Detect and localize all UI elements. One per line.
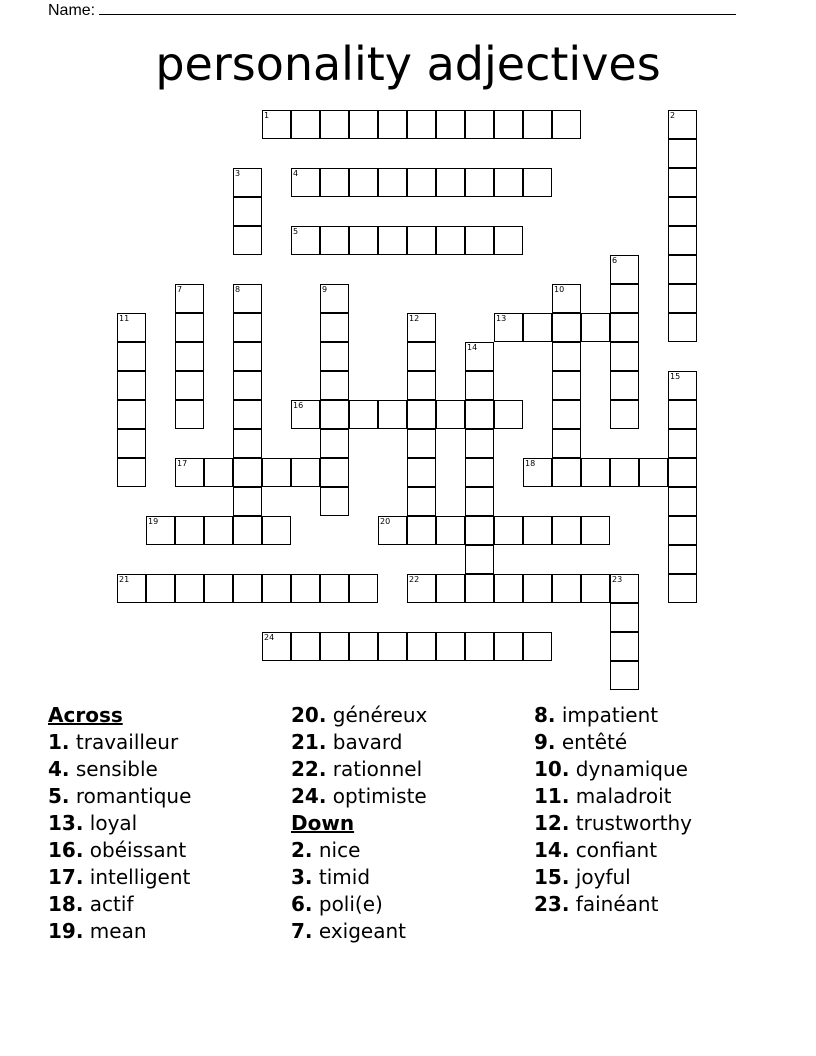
clue-item-text: romantique: [75, 784, 192, 808]
clue-item: [48, 756, 191, 783]
clue-item-number: 8.: [534, 703, 556, 727]
clue-item-number: 14.: [534, 838, 570, 862]
clue-item-number: 15.: [534, 865, 570, 889]
grid-cell[interactable]: [465, 371, 494, 400]
grid-cell[interactable]: [465, 632, 494, 661]
grid-cell[interactable]: [291, 400, 320, 429]
clue-item-number: 17.: [48, 865, 84, 889]
clue-column-2: [291, 702, 427, 945]
grid-cell[interactable]: [117, 429, 146, 458]
clue-item: [534, 837, 692, 864]
grid-cell[interactable]: [233, 574, 262, 603]
grid-cell[interactable]: [349, 632, 378, 661]
grid-cell[interactable]: [610, 603, 639, 632]
clue-number: 7: [177, 285, 183, 294]
grid-cell[interactable]: [233, 197, 262, 226]
grid-cell[interactable]: [407, 226, 436, 255]
grid-cell[interactable]: [494, 574, 523, 603]
grid-cell[interactable]: [494, 400, 523, 429]
grid-cell[interactable]: [320, 226, 349, 255]
grid-cell[interactable]: [668, 574, 697, 603]
grid-cell[interactable]: [436, 574, 465, 603]
clue-item: [291, 864, 427, 891]
clue-number: 9: [322, 285, 328, 294]
clue-item-text: travailleur: [75, 730, 179, 754]
grid-cell[interactable]: [320, 458, 349, 487]
clue-item-number: 4.: [48, 757, 70, 781]
clue-item-text: loyal: [89, 811, 138, 835]
grid-cell[interactable]: [407, 487, 436, 516]
clue-item-number: 18.: [48, 892, 84, 916]
grid-cell[interactable]: [552, 371, 581, 400]
grid-cell[interactable]: [407, 400, 436, 429]
grid-cell[interactable]: [378, 110, 407, 139]
clue-item-text: généreux: [332, 703, 428, 727]
clue-item-text: timid: [318, 865, 371, 889]
grid-cell[interactable]: [668, 458, 697, 487]
grid-cell[interactable]: [523, 110, 552, 139]
grid-cell[interactable]: [175, 284, 204, 313]
grid-cell[interactable]: [291, 168, 320, 197]
grid-cell[interactable]: [175, 516, 204, 545]
grid-cell[interactable]: [407, 429, 436, 458]
clue-item-number: 6.: [291, 892, 313, 916]
grid-cell[interactable]: [407, 313, 436, 342]
grid-cell[interactable]: [378, 400, 407, 429]
grid-cell[interactable]: [291, 632, 320, 661]
name-label: Name:: [48, 2, 96, 19]
clue-item-text: impatient: [561, 703, 659, 727]
clue-item: [534, 783, 692, 810]
grid-cell[interactable]: [233, 458, 262, 487]
grid-cell[interactable]: [233, 226, 262, 255]
grid-cell[interactable]: [639, 458, 668, 487]
clue-number: 18: [525, 459, 536, 468]
clue-item: [534, 864, 692, 891]
clue-item-number: 19.: [48, 919, 84, 943]
clue-item: [48, 810, 191, 837]
grid-cell[interactable]: [291, 110, 320, 139]
clue-item-text: mean: [89, 919, 147, 943]
clue-item-text: poli(e): [318, 892, 383, 916]
grid-cell[interactable]: [552, 342, 581, 371]
clue-item: [534, 702, 692, 729]
clue-item-number: 13.: [48, 811, 84, 835]
grid-cell[interactable]: [581, 313, 610, 342]
clue-item-number: 22.: [291, 757, 327, 781]
clue-number: 22: [409, 575, 420, 584]
grid-cell[interactable]: [233, 168, 262, 197]
grid-cell[interactable]: [465, 545, 494, 574]
grid-cell[interactable]: [436, 226, 465, 255]
clue-item-text: trustworthy: [575, 811, 692, 835]
clue-number: 5: [293, 227, 299, 236]
grid-cell[interactable]: [262, 110, 291, 139]
grid-cell[interactable]: [668, 516, 697, 545]
clue-number: 15: [670, 372, 681, 381]
grid-cell[interactable]: [494, 110, 523, 139]
clue-item-text: obéissant: [89, 838, 187, 862]
clue-item-number: 20.: [291, 703, 327, 727]
grid-cell[interactable]: [233, 371, 262, 400]
grid-cell[interactable]: [262, 458, 291, 487]
grid-cell[interactable]: [494, 313, 523, 342]
grid-cell[interactable]: [175, 400, 204, 429]
grid-cell[interactable]: [668, 226, 697, 255]
clue-item-text: optimiste: [332, 784, 427, 808]
clue-number: 1: [264, 111, 270, 120]
grid-cell[interactable]: [349, 110, 378, 139]
grid-cell[interactable]: [465, 458, 494, 487]
grid-cell[interactable]: [349, 574, 378, 603]
clue-item-text: actif: [89, 892, 134, 916]
grid-cell[interactable]: [436, 168, 465, 197]
clue-number: 6: [612, 256, 618, 265]
clue-item-text: maladroit: [575, 784, 672, 808]
grid-cell[interactable]: [175, 313, 204, 342]
clue-item-number: 12.: [534, 811, 570, 835]
clue-item: [291, 756, 427, 783]
grid-cell[interactable]: [465, 342, 494, 371]
grid-cell[interactable]: [117, 342, 146, 371]
clue-number: 4: [293, 169, 299, 178]
grid-cell[interactable]: [349, 168, 378, 197]
grid-cell[interactable]: [581, 458, 610, 487]
grid-cell[interactable]: [117, 371, 146, 400]
grid-cell[interactable]: [668, 110, 697, 139]
grid-cell[interactable]: [552, 429, 581, 458]
grid-cell[interactable]: [175, 342, 204, 371]
grid-cell[interactable]: [494, 168, 523, 197]
clue-item-number: 24.: [291, 784, 327, 808]
clue-item-text: exigeant: [318, 919, 406, 943]
clue-number: 3: [235, 169, 241, 178]
clue-item-text: nice: [318, 838, 361, 862]
clue-item-text: sensible: [75, 757, 158, 781]
clue-item: [48, 783, 191, 810]
clue-number: 24: [264, 633, 275, 642]
clue-item: [48, 891, 191, 918]
grid-cell[interactable]: [320, 400, 349, 429]
grid-cell[interactable]: [610, 574, 639, 603]
clue-number: 13: [496, 314, 507, 323]
grid-cell[interactable]: [175, 574, 204, 603]
grid-cell[interactable]: [610, 632, 639, 661]
clue-item-text: bavard: [332, 730, 403, 754]
clue-item-number: 9.: [534, 730, 556, 754]
grid-cell[interactable]: [117, 400, 146, 429]
grid-cell[interactable]: [552, 110, 581, 139]
grid-cell[interactable]: [610, 313, 639, 342]
clue-column-3: [534, 702, 692, 918]
grid-cell[interactable]: [436, 400, 465, 429]
grid-cell[interactable]: [436, 110, 465, 139]
grid-cell[interactable]: [610, 284, 639, 313]
clue-item-text: rationnel: [332, 757, 423, 781]
grid-cell[interactable]: [204, 574, 233, 603]
clue-number: 11: [119, 314, 130, 323]
grid-cell[interactable]: [465, 429, 494, 458]
clue-item-text: joyful: [575, 865, 631, 889]
clue-number: 20: [380, 517, 391, 526]
clue-item-number: 11.: [534, 784, 570, 808]
clue-item: [534, 729, 692, 756]
clue-item: [534, 810, 692, 837]
grid-cell[interactable]: [320, 284, 349, 313]
grid-cell[interactable]: [378, 516, 407, 545]
clue-item: [534, 891, 692, 918]
clue-number: 16: [293, 401, 304, 410]
grid-cell[interactable]: [523, 516, 552, 545]
grid-cell[interactable]: [233, 429, 262, 458]
grid-cell[interactable]: [668, 545, 697, 574]
grid-cell[interactable]: [581, 516, 610, 545]
grid-cell[interactable]: [407, 371, 436, 400]
grid-cell[interactable]: [581, 574, 610, 603]
grid-cell[interactable]: [349, 226, 378, 255]
grid-cell[interactable]: [668, 284, 697, 313]
clue-item: [291, 837, 427, 864]
grid-cell[interactable]: [436, 516, 465, 545]
grid-cell[interactable]: [146, 574, 175, 603]
grid-cell[interactable]: [465, 487, 494, 516]
clue-item-number: 23.: [534, 892, 570, 916]
clue-number: 10: [554, 285, 565, 294]
grid-cell[interactable]: [407, 632, 436, 661]
grid-cell[interactable]: [407, 516, 436, 545]
grid-cell[interactable]: [233, 313, 262, 342]
grid-cell[interactable]: [204, 458, 233, 487]
grid-cell[interactable]: [407, 342, 436, 371]
grid-cell[interactable]: [523, 168, 552, 197]
clue-column-1: [48, 702, 191, 945]
grid-cell[interactable]: [407, 110, 436, 139]
clue-number: 14: [467, 343, 478, 352]
clue-item-text: fainéant: [575, 892, 659, 916]
grid-cell[interactable]: [610, 400, 639, 429]
page-title: personality adjectives: [155, 37, 661, 91]
grid-cell[interactable]: [668, 197, 697, 226]
grid-cell[interactable]: [320, 168, 349, 197]
grid-cell[interactable]: [523, 313, 552, 342]
grid-cell[interactable]: [610, 342, 639, 371]
clue-item-text: confiant: [575, 838, 658, 862]
grid-cell[interactable]: [175, 371, 204, 400]
clue-item-number: 16.: [48, 838, 84, 862]
grid-cell[interactable]: [262, 574, 291, 603]
clue-item-number: 10.: [534, 757, 570, 781]
grid-cell[interactable]: [668, 255, 697, 284]
clue-heading: Down: [291, 811, 355, 835]
grid-cell[interactable]: [349, 400, 378, 429]
grid-cell[interactable]: [117, 574, 146, 603]
grid-cell[interactable]: [378, 168, 407, 197]
clue-item: [291, 918, 427, 945]
clue-item-number: 5.: [48, 784, 70, 808]
grid-cell[interactable]: [668, 313, 697, 342]
grid-cell[interactable]: [204, 516, 233, 545]
grid-cell[interactable]: [465, 168, 494, 197]
clue-number: 8: [235, 285, 241, 294]
grid-cell[interactable]: [291, 226, 320, 255]
grid-cell[interactable]: [668, 168, 697, 197]
grid-cell[interactable]: [378, 226, 407, 255]
clue-item: [534, 756, 692, 783]
clue-number: 23: [612, 575, 623, 584]
grid-cell[interactable]: [668, 487, 697, 516]
grid-cell[interactable]: [610, 458, 639, 487]
grid-cell[interactable]: [233, 487, 262, 516]
grid-cell[interactable]: [610, 255, 639, 284]
clue-number: 21: [119, 575, 130, 584]
grid-cell[interactable]: [494, 632, 523, 661]
grid-cell[interactable]: [117, 313, 146, 342]
grid-cell[interactable]: [117, 458, 146, 487]
grid-cell[interactable]: [610, 661, 639, 690]
clue-item: [291, 702, 427, 729]
grid-cell[interactable]: [262, 516, 291, 545]
grid-cell[interactable]: [320, 371, 349, 400]
grid-cell[interactable]: [320, 574, 349, 603]
grid-cell[interactable]: [320, 632, 349, 661]
grid-cell[interactable]: [233, 516, 262, 545]
clue-number: 19: [148, 517, 159, 526]
grid-cell[interactable]: [262, 632, 291, 661]
clue-number: 12: [409, 314, 420, 323]
clue-number: 17: [177, 459, 188, 468]
grid-cell[interactable]: [465, 226, 494, 255]
grid-cell[interactable]: [233, 342, 262, 371]
grid-cell[interactable]: [291, 458, 320, 487]
grid-cell[interactable]: [523, 632, 552, 661]
grid-cell[interactable]: [436, 632, 465, 661]
clue-item: [48, 918, 191, 945]
clue-heading: Across: [48, 703, 123, 727]
grid-cell[interactable]: [523, 574, 552, 603]
grid-cell[interactable]: [668, 139, 697, 168]
clue-item: [291, 891, 427, 918]
clue-number: 2: [670, 111, 676, 120]
clue-item: [48, 837, 191, 864]
grid-cell[interactable]: [233, 284, 262, 313]
grid-cell[interactable]: [668, 400, 697, 429]
grid-cell[interactable]: [552, 313, 581, 342]
clue-item-number: 7.: [291, 919, 313, 943]
grid-cell[interactable]: [320, 313, 349, 342]
grid-cell[interactable]: [320, 429, 349, 458]
clue-item: [48, 729, 191, 756]
clue-item: [291, 783, 427, 810]
clue-item-text: entêté: [561, 730, 628, 754]
grid-cell[interactable]: [233, 400, 262, 429]
grid-cell[interactable]: [291, 574, 320, 603]
clue-item-text: dynamique: [575, 757, 688, 781]
grid-cell[interactable]: [494, 516, 523, 545]
grid-cell[interactable]: [320, 487, 349, 516]
grid-cell[interactable]: [378, 632, 407, 661]
clue-item: [291, 729, 427, 756]
grid-cell[interactable]: [320, 342, 349, 371]
grid-cell[interactable]: [668, 429, 697, 458]
grid-cell[interactable]: [146, 516, 175, 545]
clue-item: [48, 864, 191, 891]
grid-cell[interactable]: [610, 371, 639, 400]
grid-cell[interactable]: [465, 516, 494, 545]
clue-item-number: 2.: [291, 838, 313, 862]
grid-cell[interactable]: [552, 516, 581, 545]
grid-cell[interactable]: [552, 458, 581, 487]
grid-cell[interactable]: [320, 110, 349, 139]
grid-cell[interactable]: [668, 371, 697, 400]
clue-item-number: 1.: [48, 730, 70, 754]
grid-cell[interactable]: [552, 574, 581, 603]
grid-cell[interactable]: [175, 458, 204, 487]
grid-cell[interactable]: [494, 226, 523, 255]
grid-cell[interactable]: [465, 400, 494, 429]
clue-item-text: intelligent: [89, 865, 191, 889]
grid-cell[interactable]: [407, 458, 436, 487]
grid-cell[interactable]: [523, 458, 552, 487]
clue-item-number: 21.: [291, 730, 327, 754]
grid-cell[interactable]: [552, 284, 581, 313]
grid-cell[interactable]: [552, 400, 581, 429]
grid-cell[interactable]: [407, 574, 436, 603]
grid-cell[interactable]: [465, 574, 494, 603]
grid-cell[interactable]: [407, 168, 436, 197]
grid-cell[interactable]: [465, 110, 494, 139]
clue-item-number: 3.: [291, 865, 313, 889]
